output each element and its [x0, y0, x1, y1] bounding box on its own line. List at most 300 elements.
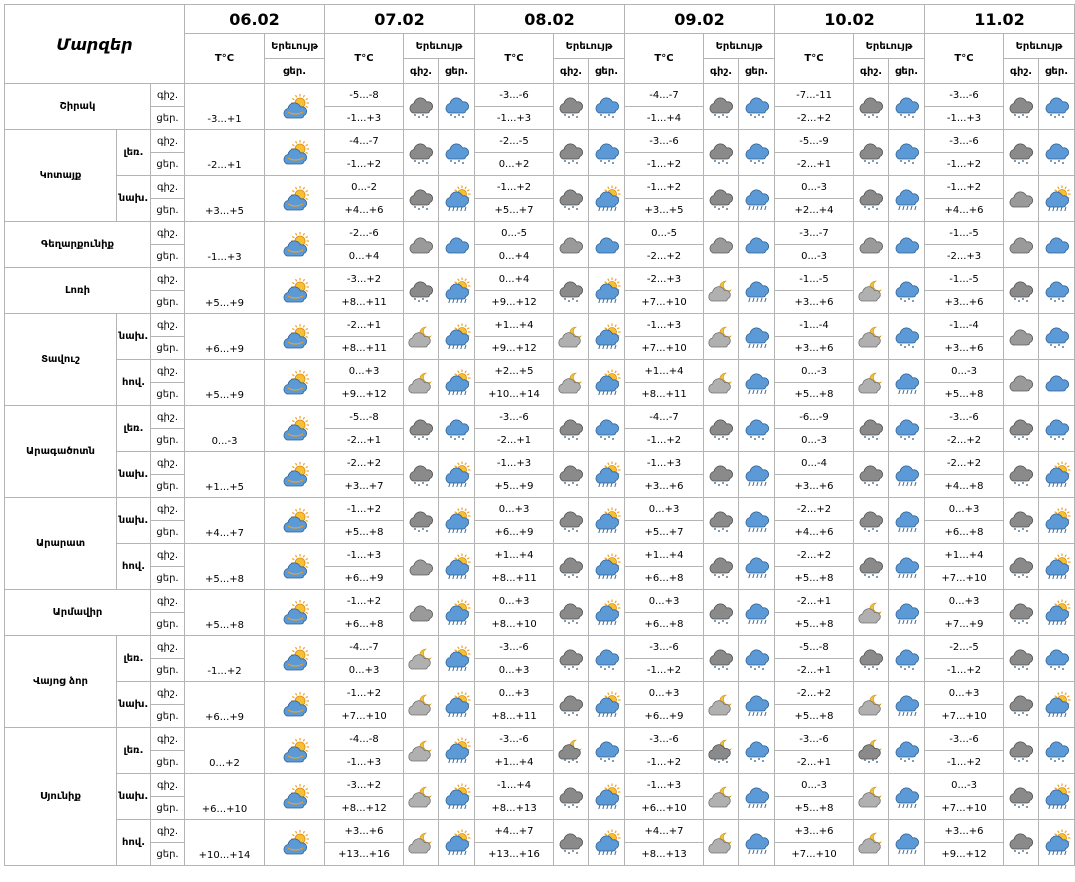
temperature-cell: -3...-6	[475, 728, 554, 751]
temperature-cell: 0...-3	[775, 176, 854, 199]
partly-sunny-icon	[265, 784, 324, 810]
day-icon-cell	[1039, 84, 1075, 130]
temperature-cell: 0...+4	[475, 245, 554, 268]
day-icon-cell	[1039, 728, 1075, 774]
night-icon-cell	[554, 314, 589, 360]
zone-name: հով.	[117, 820, 151, 866]
cloud-snow-icon	[854, 186, 888, 212]
cloud-rain-icon	[739, 600, 774, 626]
temperature-cell: 0...+2	[475, 153, 554, 176]
table-row	[5, 222, 1075, 245]
temperature-cell: 0...-3	[775, 429, 854, 452]
day-icon-cell	[589, 544, 625, 590]
day-icon-cell	[589, 314, 625, 360]
day-icon-cell	[589, 774, 625, 820]
sun-cloud-rain-icon	[439, 324, 474, 350]
cloud-rain-icon	[889, 462, 924, 488]
cloud-snow-icon	[704, 94, 738, 120]
day-icon-cell	[739, 360, 775, 406]
cloud-snow-icon	[1004, 416, 1038, 442]
night-icon-cell	[704, 222, 739, 268]
grey-cloud-icon	[854, 232, 888, 258]
night-icon-cell	[404, 314, 439, 360]
partly-sunny-icon	[265, 738, 324, 764]
time-of-day: գիշ.	[151, 360, 185, 383]
night-icon-cell	[854, 268, 889, 314]
day-icon-cell	[889, 590, 925, 636]
moon-cloud-icon	[854, 830, 888, 856]
temperature-cell: -4...-7	[325, 130, 404, 153]
zone-name: լեռ.	[117, 728, 151, 774]
day-icon-cell	[1039, 176, 1075, 222]
temperature-cell: +8...+11	[325, 337, 404, 360]
time-of-day: ցեր.	[151, 659, 185, 682]
temperature-cell: -1...+2	[625, 659, 704, 682]
date-header: 08.02	[475, 5, 625, 34]
table-row	[5, 314, 1075, 337]
day-icon-cell	[439, 406, 475, 452]
table-row	[5, 84, 1075, 107]
night-subheader: գիշ.	[1004, 59, 1039, 84]
temperature-cell: -3...-6	[475, 84, 554, 107]
partly-sunny-icon	[265, 140, 324, 166]
moon-cloud-snow-icon	[854, 738, 888, 764]
grey-cloud-icon	[404, 232, 438, 258]
temperature-cell: +3...+5	[625, 199, 704, 222]
region-name: Արարատ	[5, 498, 117, 590]
sun-cloud-rain-icon	[439, 554, 474, 580]
cloud-snow-icon	[1004, 508, 1038, 534]
temperature-cell: +6...+8	[625, 567, 704, 590]
temperature-cell: 0...-3	[925, 774, 1004, 797]
cloud-snow-icon	[404, 416, 438, 442]
day-icon-cell	[1039, 406, 1075, 452]
sun-cloud-rain-icon	[439, 186, 474, 212]
day-icon-cell	[1039, 774, 1075, 820]
partly-sunny-icon	[265, 508, 324, 534]
day-icon-cell	[439, 84, 475, 130]
grey-cloud-icon	[1004, 324, 1038, 350]
temperature-cell: +7...+10	[925, 797, 1004, 820]
night-icon-cell	[854, 820, 889, 866]
zone-name: լեռ.	[117, 636, 151, 682]
zone-name: հով.	[117, 360, 151, 406]
temperature-cell: -1...+2	[625, 176, 704, 199]
day-subheader: ցեր.	[265, 59, 325, 84]
moon-cloud-icon	[404, 692, 438, 718]
temperature-cell: -3...+2	[325, 774, 404, 797]
moon-cloud-icon	[404, 738, 438, 764]
blue-cloud-snow-icon	[739, 738, 774, 764]
sun-cloud-rain-icon	[589, 600, 624, 626]
sun-cloud-rain-icon	[1039, 508, 1074, 534]
time-of-day: գիշ.	[151, 590, 185, 613]
time-of-day: գիշ.	[151, 84, 185, 107]
temperature-cell: -2...+1	[775, 659, 854, 682]
cloud-snow-icon	[704, 554, 738, 580]
day-icon-cell	[739, 84, 775, 130]
phenomenon-column-header: Երեւույթ	[854, 34, 925, 59]
weather-icon-cell	[265, 222, 325, 268]
time-of-day: գիշ.	[151, 636, 185, 659]
moon-cloud-icon	[704, 830, 738, 856]
day-icon-cell	[739, 406, 775, 452]
temperature-cell: +1...+4	[625, 360, 704, 383]
weather-icon-cell	[265, 498, 325, 544]
time-of-day: գիշ.	[151, 406, 185, 429]
night-icon-cell	[704, 268, 739, 314]
partly-sunny-icon	[265, 600, 324, 626]
temperature-cell: +5...+8	[325, 521, 404, 544]
zone-name: նախ.	[117, 774, 151, 820]
cloud-rain-icon	[739, 830, 774, 856]
partly-sunny-icon	[265, 232, 324, 258]
temperature-cell: -3...-6	[625, 728, 704, 751]
region-name: Արմավիր	[5, 590, 151, 636]
night-icon-cell	[404, 774, 439, 820]
cloud-rain-icon	[889, 370, 924, 396]
day-icon-cell	[889, 774, 925, 820]
blue-cloud-snow-icon	[739, 416, 774, 442]
temperature-cell: +6...+10	[185, 774, 265, 820]
moon-cloud-icon	[704, 324, 738, 350]
temperature-cell: 0...-5	[625, 222, 704, 245]
sun-cloud-rain-icon	[439, 830, 474, 856]
day-icon-cell	[1039, 360, 1075, 406]
day-icon-cell	[439, 728, 475, 774]
sun-cloud-rain-icon	[439, 784, 474, 810]
sun-cloud-rain-icon	[439, 692, 474, 718]
temperature-cell: -1...+3	[625, 774, 704, 797]
cloud-rain-icon	[889, 784, 924, 810]
weather-icon-cell	[265, 590, 325, 636]
moon-cloud-icon	[404, 646, 438, 672]
temperature-cell: +9...+12	[475, 291, 554, 314]
day-icon-cell	[889, 636, 925, 682]
blue-cloud-icon	[889, 232, 924, 258]
temperature-cell: +3...+6	[925, 291, 1004, 314]
temperature-cell: +5...+7	[625, 521, 704, 544]
temperature-cell: +8...+11	[325, 291, 404, 314]
moon-cloud-icon	[704, 784, 738, 810]
temperature-cell: -5...-8	[325, 84, 404, 107]
cloud-snow-icon	[554, 186, 588, 212]
temperature-cell: +4...+8	[925, 475, 1004, 498]
temperature-cell: +13...+16	[475, 843, 554, 866]
day-icon-cell	[739, 682, 775, 728]
date-header: 06.02	[185, 5, 325, 34]
table-row	[5, 590, 1075, 613]
temperature-cell: -1...+2	[925, 176, 1004, 199]
moon-cloud-icon	[554, 324, 588, 350]
day-icon-cell	[739, 544, 775, 590]
cloud-snow-icon	[404, 278, 438, 304]
blue-cloud-snow-icon	[889, 416, 924, 442]
time-of-day: գիշ.	[151, 222, 185, 245]
night-icon-cell	[854, 176, 889, 222]
region-name: Շիրակ	[5, 84, 151, 130]
cloud-snow-icon	[854, 416, 888, 442]
cloud-snow-icon	[404, 508, 438, 534]
temperature-cell: +5...+7	[475, 199, 554, 222]
temperature-cell: -1...-5	[775, 268, 854, 291]
grey-cloud-icon	[404, 600, 438, 626]
temperature-cell: -2...+2	[625, 245, 704, 268]
cloud-snow-icon	[1004, 554, 1038, 580]
temperature-cell: +3...+6	[775, 820, 854, 843]
temp-column-header: T°C	[475, 34, 554, 84]
moon-cloud-icon	[404, 784, 438, 810]
temperature-cell: -2...+1	[325, 314, 404, 337]
temperature-cell: 0...-5	[475, 222, 554, 245]
cloud-snow-icon	[1004, 830, 1038, 856]
temperature-cell: +10...+14	[475, 383, 554, 406]
temperature-cell: -4...-8	[325, 728, 404, 751]
day-icon-cell	[889, 314, 925, 360]
temperature-cell: +7...+10	[625, 291, 704, 314]
temperature-cell: +7...+10	[325, 705, 404, 728]
time-of-day: ցեր.	[151, 291, 185, 314]
time-of-day: գիշ.	[151, 544, 185, 567]
day-icon-cell	[439, 314, 475, 360]
blue-cloud-snow-icon	[589, 646, 624, 672]
day-icon-cell	[1039, 498, 1075, 544]
cloud-snow-icon	[554, 462, 588, 488]
day-subheader: ցեր.	[889, 59, 925, 84]
temperature-cell: 0...-2	[325, 176, 404, 199]
cloud-snow-icon	[554, 784, 588, 810]
night-subheader: գիշ.	[404, 59, 439, 84]
temperature-cell: 0...+4	[475, 268, 554, 291]
moon-cloud-icon	[404, 370, 438, 396]
time-of-day: գիշ.	[151, 268, 185, 291]
day-icon-cell	[439, 360, 475, 406]
day-icon-cell	[439, 682, 475, 728]
temp-column-header: T°C	[775, 34, 854, 84]
temperature-cell: -1...+3	[475, 107, 554, 130]
day-icon-cell	[889, 452, 925, 498]
night-icon-cell	[854, 222, 889, 268]
zone-name: լեռ.	[117, 406, 151, 452]
time-of-day: ցեր.	[151, 475, 185, 498]
temperature-cell: -2...-5	[475, 130, 554, 153]
grey-cloud-icon	[1004, 232, 1038, 258]
cloud-snow-icon	[854, 554, 888, 580]
temperature-cell: -1...+2	[625, 429, 704, 452]
temperature-cell: -1...+2	[625, 153, 704, 176]
day-icon-cell	[1039, 314, 1075, 360]
cloud-rain-icon	[739, 278, 774, 304]
temperature-cell: +5...+8	[925, 383, 1004, 406]
night-icon-cell	[554, 222, 589, 268]
sun-cloud-rain-icon	[589, 186, 624, 212]
blue-cloud-icon	[589, 232, 624, 258]
temperature-cell: 0...+3	[475, 498, 554, 521]
temperature-cell: -3...-6	[475, 406, 554, 429]
temperature-cell: +5...+9	[475, 475, 554, 498]
night-icon-cell	[854, 314, 889, 360]
table-row	[5, 498, 1075, 521]
night-icon-cell	[404, 84, 439, 130]
phenomenon-column-header: Երեւույթ	[1004, 34, 1075, 59]
temperature-cell: +3...+6	[925, 820, 1004, 843]
temperature-cell: +4...+7	[475, 820, 554, 843]
time-of-day: ցեր.	[151, 383, 185, 406]
temperature-cell: -1...-4	[775, 314, 854, 337]
region-column-header: Մարզեր	[5, 5, 185, 84]
moon-cloud-icon	[854, 784, 888, 810]
partly-sunny-icon	[265, 186, 324, 212]
temperature-cell: +1...+4	[925, 544, 1004, 567]
cloud-snow-icon	[854, 462, 888, 488]
temperature-cell: -1...+4	[475, 774, 554, 797]
temperature-cell: -1...+3	[475, 452, 554, 475]
night-icon-cell	[1004, 406, 1039, 452]
temperature-cell: 0...+3	[925, 682, 1004, 705]
night-icon-cell	[704, 636, 739, 682]
temperature-cell: -3...+2	[325, 268, 404, 291]
cloud-snow-icon	[404, 140, 438, 166]
temperature-cell: +5...+8	[775, 797, 854, 820]
night-icon-cell	[1004, 774, 1039, 820]
temperature-cell: +1...+5	[185, 452, 265, 498]
temperature-cell: +6...+9	[185, 314, 265, 360]
day-icon-cell	[589, 498, 625, 544]
table-row	[5, 544, 1075, 567]
night-icon-cell	[1004, 728, 1039, 774]
night-icon-cell	[1004, 636, 1039, 682]
weather-icon-cell	[265, 314, 325, 360]
temperature-cell: -5...-8	[325, 406, 404, 429]
temperature-cell: +5...+8	[775, 613, 854, 636]
moon-cloud-icon	[704, 278, 738, 304]
night-icon-cell	[854, 406, 889, 452]
night-icon-cell	[1004, 544, 1039, 590]
grey-cloud-icon	[554, 232, 588, 258]
night-icon-cell	[1004, 360, 1039, 406]
cloud-snow-icon	[1004, 646, 1038, 672]
date-header: 09.02	[625, 5, 775, 34]
temperature-cell: +7...+10	[625, 337, 704, 360]
sun-cloud-rain-icon	[589, 370, 624, 396]
night-icon-cell	[1004, 268, 1039, 314]
day-subheader: ցեր.	[589, 59, 625, 84]
table-row	[5, 452, 1075, 475]
temperature-cell: -2...+1	[775, 590, 854, 613]
time-of-day: գիշ.	[151, 682, 185, 705]
time-of-day: ցեր.	[151, 245, 185, 268]
sun-cloud-rain-icon	[439, 508, 474, 534]
moon-cloud-icon	[854, 600, 888, 626]
cloud-rain-icon	[739, 692, 774, 718]
day-icon-cell	[1039, 268, 1075, 314]
night-icon-cell	[854, 452, 889, 498]
day-icon-cell	[739, 314, 775, 360]
temperature-cell: -1...+2	[325, 590, 404, 613]
day-icon-cell	[1039, 820, 1075, 866]
day-icon-cell	[739, 728, 775, 774]
night-icon-cell	[704, 590, 739, 636]
table-row	[5, 774, 1075, 797]
partly-sunny-icon	[265, 554, 324, 580]
temperature-cell: +3...+6	[925, 337, 1004, 360]
day-icon-cell	[1039, 452, 1075, 498]
day-icon-cell	[739, 774, 775, 820]
time-of-day: ցեր.	[151, 613, 185, 636]
cloud-rain-icon	[739, 186, 774, 212]
temperature-cell: +2...+4	[775, 199, 854, 222]
temperature-cell: +3...+6	[775, 475, 854, 498]
temperature-cell: 0...+3	[625, 682, 704, 705]
temperature-cell: 0...-3	[185, 406, 265, 452]
temperature-cell: -1...+2	[325, 498, 404, 521]
cloud-rain-icon	[889, 692, 924, 718]
sun-cloud-rain-icon	[439, 370, 474, 396]
cloud-rain-icon	[739, 554, 774, 580]
night-icon-cell	[404, 406, 439, 452]
temperature-cell: +1...+4	[475, 751, 554, 774]
night-icon-cell	[554, 774, 589, 820]
temp-column-header: T°C	[625, 34, 704, 84]
temperature-cell: +8...+11	[475, 567, 554, 590]
sun-cloud-rain-icon	[1039, 186, 1074, 212]
temperature-cell: 0...+3	[625, 498, 704, 521]
night-icon-cell	[704, 84, 739, 130]
cloud-rain-icon	[739, 508, 774, 534]
night-icon-cell	[854, 590, 889, 636]
cloud-snow-icon	[404, 94, 438, 120]
cloud-snow-icon	[704, 646, 738, 672]
night-icon-cell	[404, 360, 439, 406]
sun-cloud-rain-icon	[439, 600, 474, 626]
partly-sunny-icon	[265, 94, 324, 120]
temperature-cell: +4...+6	[325, 199, 404, 222]
night-icon-cell	[554, 130, 589, 176]
day-icon-cell	[589, 590, 625, 636]
night-icon-cell	[404, 728, 439, 774]
night-icon-cell	[554, 636, 589, 682]
temperature-cell: +4...+6	[775, 521, 854, 544]
blue-cloud-icon	[739, 232, 774, 258]
temperature-cell: -7...-11	[775, 84, 854, 107]
night-icon-cell	[554, 728, 589, 774]
moon-cloud-icon	[854, 370, 888, 396]
cloud-snow-icon	[554, 830, 588, 856]
day-icon-cell	[739, 636, 775, 682]
day-icon-cell	[889, 130, 925, 176]
night-icon-cell	[554, 820, 589, 866]
blue-cloud-snow-icon	[1039, 140, 1074, 166]
cloud-rain-icon	[889, 508, 924, 534]
temperature-cell: -3...-6	[625, 636, 704, 659]
temperature-cell: -5...-9	[775, 130, 854, 153]
blue-cloud-snow-icon	[1039, 416, 1074, 442]
temperature-cell: +4...+7	[185, 498, 265, 544]
temperature-cell: 0...-3	[775, 774, 854, 797]
temperature-cell: -2...+1	[775, 153, 854, 176]
temperature-cell: -1...+2	[475, 176, 554, 199]
temperature-cell: 0...+3	[475, 682, 554, 705]
day-icon-cell	[439, 498, 475, 544]
weather-icon-cell	[265, 728, 325, 774]
blue-cloud-snow-icon	[1039, 646, 1074, 672]
cloud-snow-icon	[1004, 140, 1038, 166]
temperature-cell: -1...+2	[925, 751, 1004, 774]
sun-cloud-rain-icon	[589, 508, 624, 534]
temperature-cell: 0...-3	[925, 360, 1004, 383]
partly-sunny-icon	[265, 830, 324, 856]
day-icon-cell	[1039, 130, 1075, 176]
